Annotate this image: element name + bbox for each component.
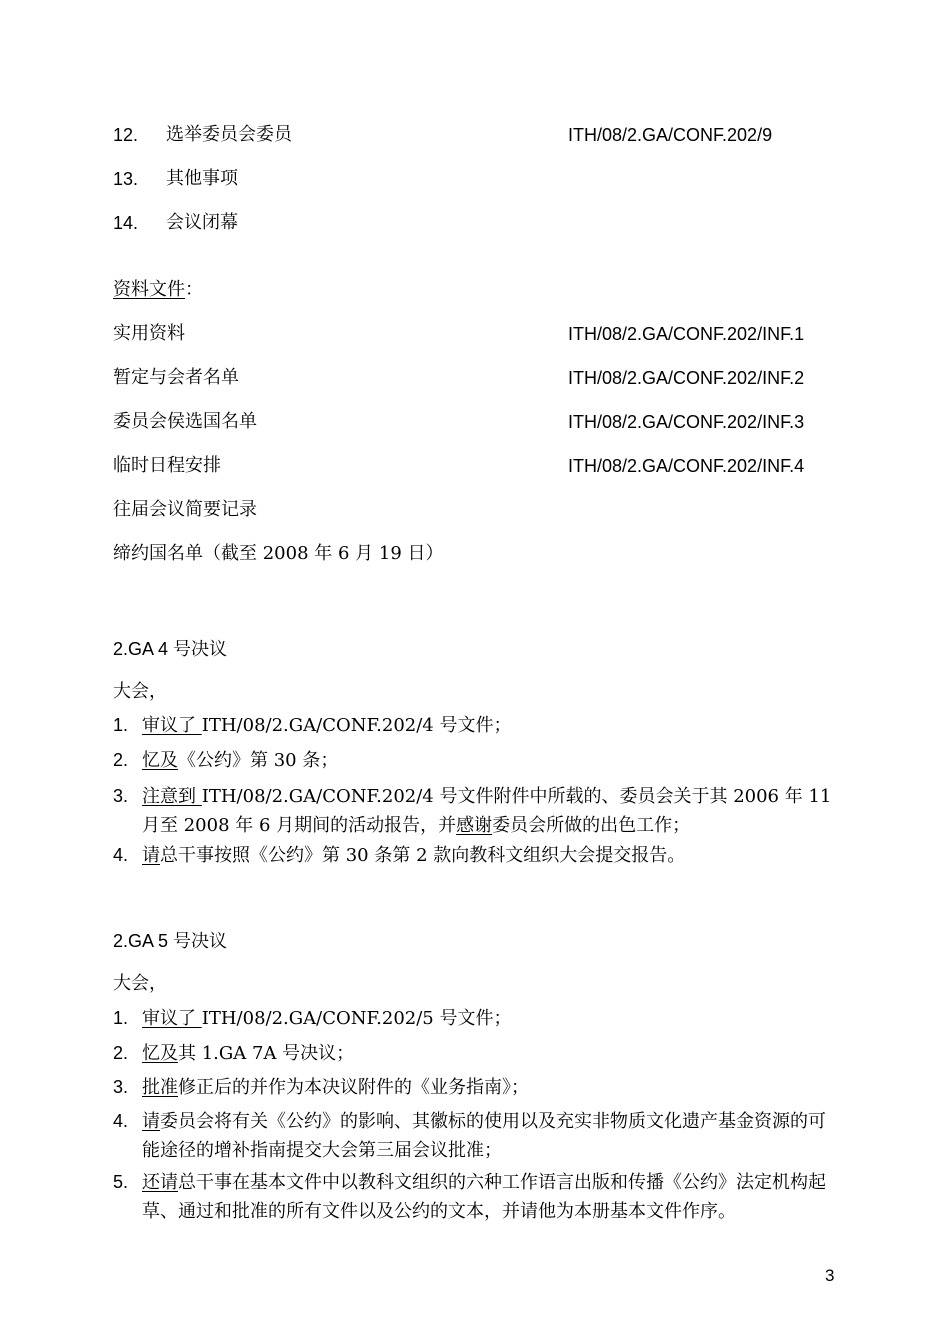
item-text: 总干事在基本文件中以教科文组织的六种工作语言出版和传播《公约》法定机构起草、通过和批准的所有文件以及公约的文本，并请他为本册基本文件作序。	[142, 1172, 826, 1222]
decision-5-item	[113, 1039, 843, 1068]
item-number: 3.	[113, 786, 129, 806]
item-verb: 请	[142, 845, 160, 866]
item-number: 2.	[113, 750, 129, 770]
info-docs-heading-text: 资料文件	[113, 279, 185, 300]
agenda-num: 12.	[113, 125, 139, 145]
info-doc-ref: ITH/08/2.GA/CONF.202/INF.4	[568, 456, 805, 476]
item-verb: 请	[142, 1111, 160, 1132]
decision-4-item	[113, 841, 843, 870]
item-verb: 批准	[142, 1077, 178, 1098]
item-number: 1.	[113, 715, 129, 735]
info-doc-label: 实用资料	[113, 323, 185, 344]
item-number: 2.	[113, 1043, 129, 1063]
item-verb: 审议了	[142, 715, 202, 736]
decision-5-intro: 大会，	[113, 973, 167, 994]
item-verb: 审议了	[142, 1008, 202, 1029]
agenda-label: 其他事项	[166, 168, 238, 189]
agenda-doc-ref: ITH/08/2.GA/CONF.202/9	[568, 125, 773, 145]
item-verb: 还请	[142, 1172, 178, 1193]
info-doc-label: 暂定与会者名单	[113, 367, 239, 388]
agenda-num: 14.	[113, 213, 139, 233]
decision-4-item	[113, 746, 843, 775]
info-docs-heading	[113, 279, 203, 301]
page-number: 3	[825, 1266, 835, 1285]
agenda-label: 会议闭幕	[166, 212, 238, 233]
agenda-label: 选举委员会委员	[166, 124, 292, 145]
item-text: ITH/08/2.GA/CONF.202/4 号文件附件中所载的、委员会关于其 2006 年 11 月至 2008 年 6 月期间的活动报告，并	[142, 786, 832, 836]
decision-4-title: 2.GA 4 号决议	[113, 639, 228, 659]
item-number: 1.	[113, 1008, 129, 1028]
item-text: 委员会将有关《公约》的影响、其徽标的使用以及充实非物质文化遗产基金资源的可能途径的增补指南提交大会第三届会议批准；	[142, 1111, 826, 1161]
item-verb: 注意到	[142, 786, 202, 807]
decision-4-intro: 大会，	[113, 681, 167, 702]
info-docs-heading-colon: ：	[185, 279, 203, 300]
info-doc-ref: ITH/08/2.GA/CONF.202/INF.2	[568, 368, 805, 388]
item-text: 委员会所做的出色工作；	[492, 815, 691, 836]
item-text: ITH/08/2.GA/CONF.202/5 号文件；	[201, 1008, 512, 1029]
decision-5-item	[113, 1004, 843, 1033]
decision-4-item	[113, 711, 843, 740]
item-number: 3.	[113, 1077, 129, 1097]
info-doc-ref: ITH/08/2.GA/CONF.202/INF.1	[568, 324, 805, 344]
decision-4-item	[113, 782, 843, 840]
info-doc-label: 临时日程安排	[113, 455, 221, 476]
item-text: 总干事按照《公约》第 30 条第 2 款向教科文组织大会提交报告。	[160, 845, 686, 866]
info-doc-label: 缔约国名单（截至 2008 年 6 月 19 日）	[113, 543, 444, 564]
decision-5-title: 2.GA 5 号决议	[113, 931, 228, 951]
info-doc-ref: ITH/08/2.GA/CONF.202/INF.3	[568, 412, 805, 432]
item-text: 《公约》第 30 条；	[178, 750, 339, 771]
item-verb: 感谢	[456, 815, 493, 836]
item-number: 4.	[113, 1111, 129, 1131]
item-text: 修正后的并作为本决议附件的《业务指南》；	[178, 1077, 529, 1098]
agenda-num: 13.	[113, 169, 139, 189]
item-verb: 忆及	[142, 750, 178, 771]
item-verb: 忆及	[142, 1043, 178, 1064]
item-number: 5.	[113, 1172, 129, 1192]
item-number: 4.	[113, 845, 129, 865]
decision-5-item	[113, 1168, 843, 1226]
decision-5-item	[113, 1107, 843, 1165]
info-doc-label: 委员会侯选国名单	[113, 411, 257, 432]
item-text: 其 1.GA 7A 号决议；	[178, 1043, 355, 1064]
info-doc-label: 往届会议简要记录	[113, 499, 257, 520]
item-text: ITH/08/2.GA/CONF.202/4 号文件；	[201, 715, 512, 736]
decision-5-item	[113, 1073, 843, 1102]
